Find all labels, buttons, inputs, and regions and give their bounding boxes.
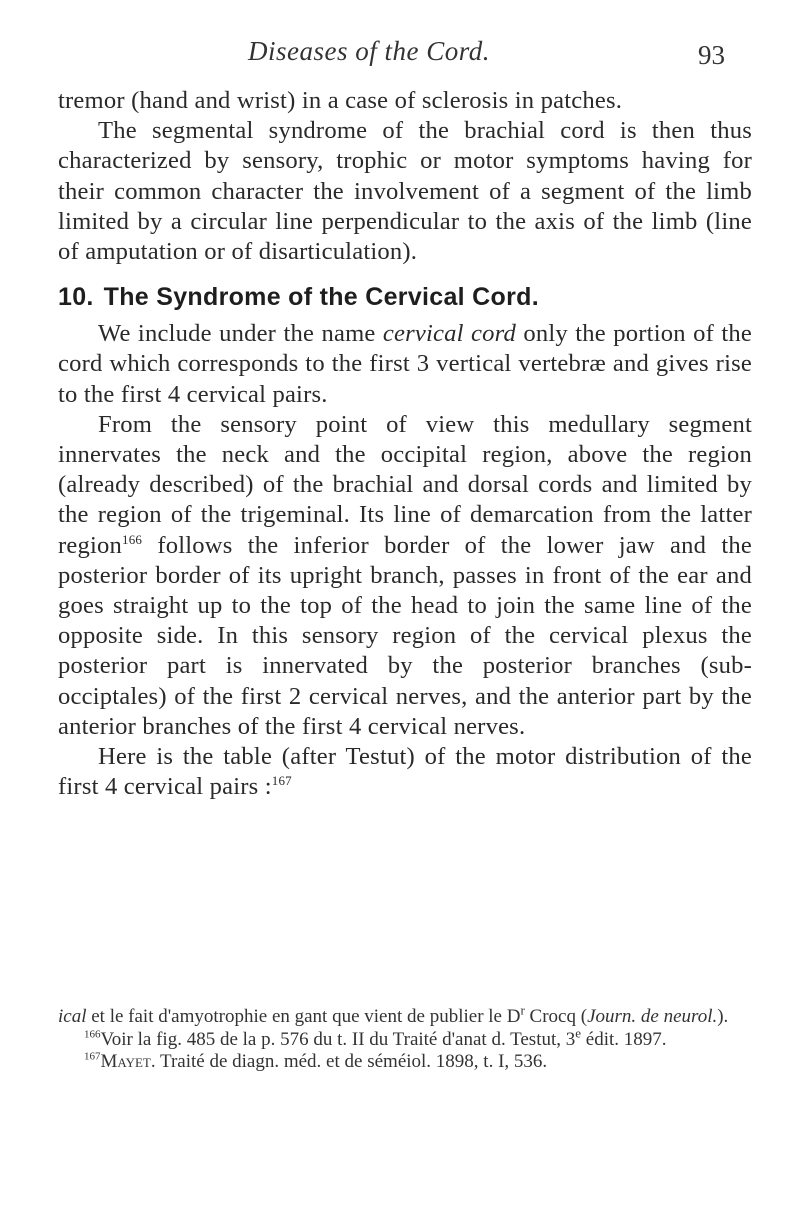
italic-text: ical: [58, 1006, 87, 1027]
footnote-ref[interactable]: 167: [271, 773, 292, 789]
footnote-number: 167: [84, 1050, 101, 1063]
text-run: ).: [717, 1006, 729, 1027]
journal-title: Journ. de neurol.: [587, 1006, 718, 1027]
main-text: [58, 86, 752, 802]
paragraph-table-intro: [58, 742, 752, 802]
footnotes: [58, 1002, 752, 1074]
running-title: Diseases of the Cord.: [248, 36, 490, 66]
running-head: [0, 36, 801, 76]
section-number: 10.: [58, 283, 94, 312]
section-title: The Syndrome of the Cervical Cord.: [103, 283, 539, 312]
paragraph-sensory-region: [58, 410, 752, 742]
text-run: Voir la fig. 485 de la p. 576 du t. II du Traité d'anat d. Testut, 3: [100, 1028, 576, 1050]
text-run: From the sensory point of view this medullary segment innervates the neck and the occipital region, above the region (already described) of the brachial and dorsal cords and limited by the region of the trigeminal. Its line of demarcation from the latter region: [58, 410, 752, 559]
paragraph-cervical-definition: [58, 319, 752, 410]
text-run: et le fait d'amyotrophie en gant que vient de publier le D: [86, 1006, 521, 1027]
text-run: We include under the name: [98, 320, 383, 348]
footnote-number: 166: [84, 1028, 101, 1041]
superscript: e: [575, 1025, 582, 1041]
footnote-167: [58, 1051, 752, 1074]
text-run: Here is the table (after Testut) of the motor distribution of the first 4 cervical pairs :: [58, 743, 752, 801]
text-run: Traité de diagn. méd. et de séméiol. 1898, t. I, 536.: [155, 1051, 548, 1072]
footnote-continued: [58, 1002, 752, 1029]
text-run: only the portion of the cord which corresponds to the first 3 vertical vertebræ and gives rise to the first 4 cervical pairs.: [58, 320, 752, 408]
text-run: follows the inferior border of the lower jaw and the posterior border of its upright branch, passes in front of the ear and goes straight up to the top of the head to join the same line of the opposite side. In this sensory region of the cervical plexus the posterior part is innervated by the posterior branches (sub-occiptales) of the first 2 cervical nerves, and the anterior part by the anterior branches of the first 4 cervical nerves.: [58, 531, 752, 740]
author-name: Mayet.: [100, 1051, 156, 1072]
paragraph-segmental-syndrome: The segmental syndrome of the brachial cord is then thus characterized by sensory, trophic or motor symptoms having for their common character the involvement of a segment of the limb limited by a circular line perpendicular to the axis of the limb (line of amputation or of disarticulation).: [58, 117, 752, 266]
text-run: Crocq (: [524, 1006, 588, 1027]
paragraph-continued: tremor (hand and wrist) in a case of sclerosis in patches.: [58, 87, 623, 114]
text-run: édit. 1897.: [581, 1028, 667, 1050]
superscript: r: [520, 1002, 525, 1018]
section-heading: [58, 281, 752, 313]
italic-term: cervical cord: [382, 320, 517, 348]
page-number: 93: [698, 40, 725, 70]
footnote-166: [58, 1025, 752, 1052]
footnote-ref[interactable]: 166: [122, 531, 143, 547]
